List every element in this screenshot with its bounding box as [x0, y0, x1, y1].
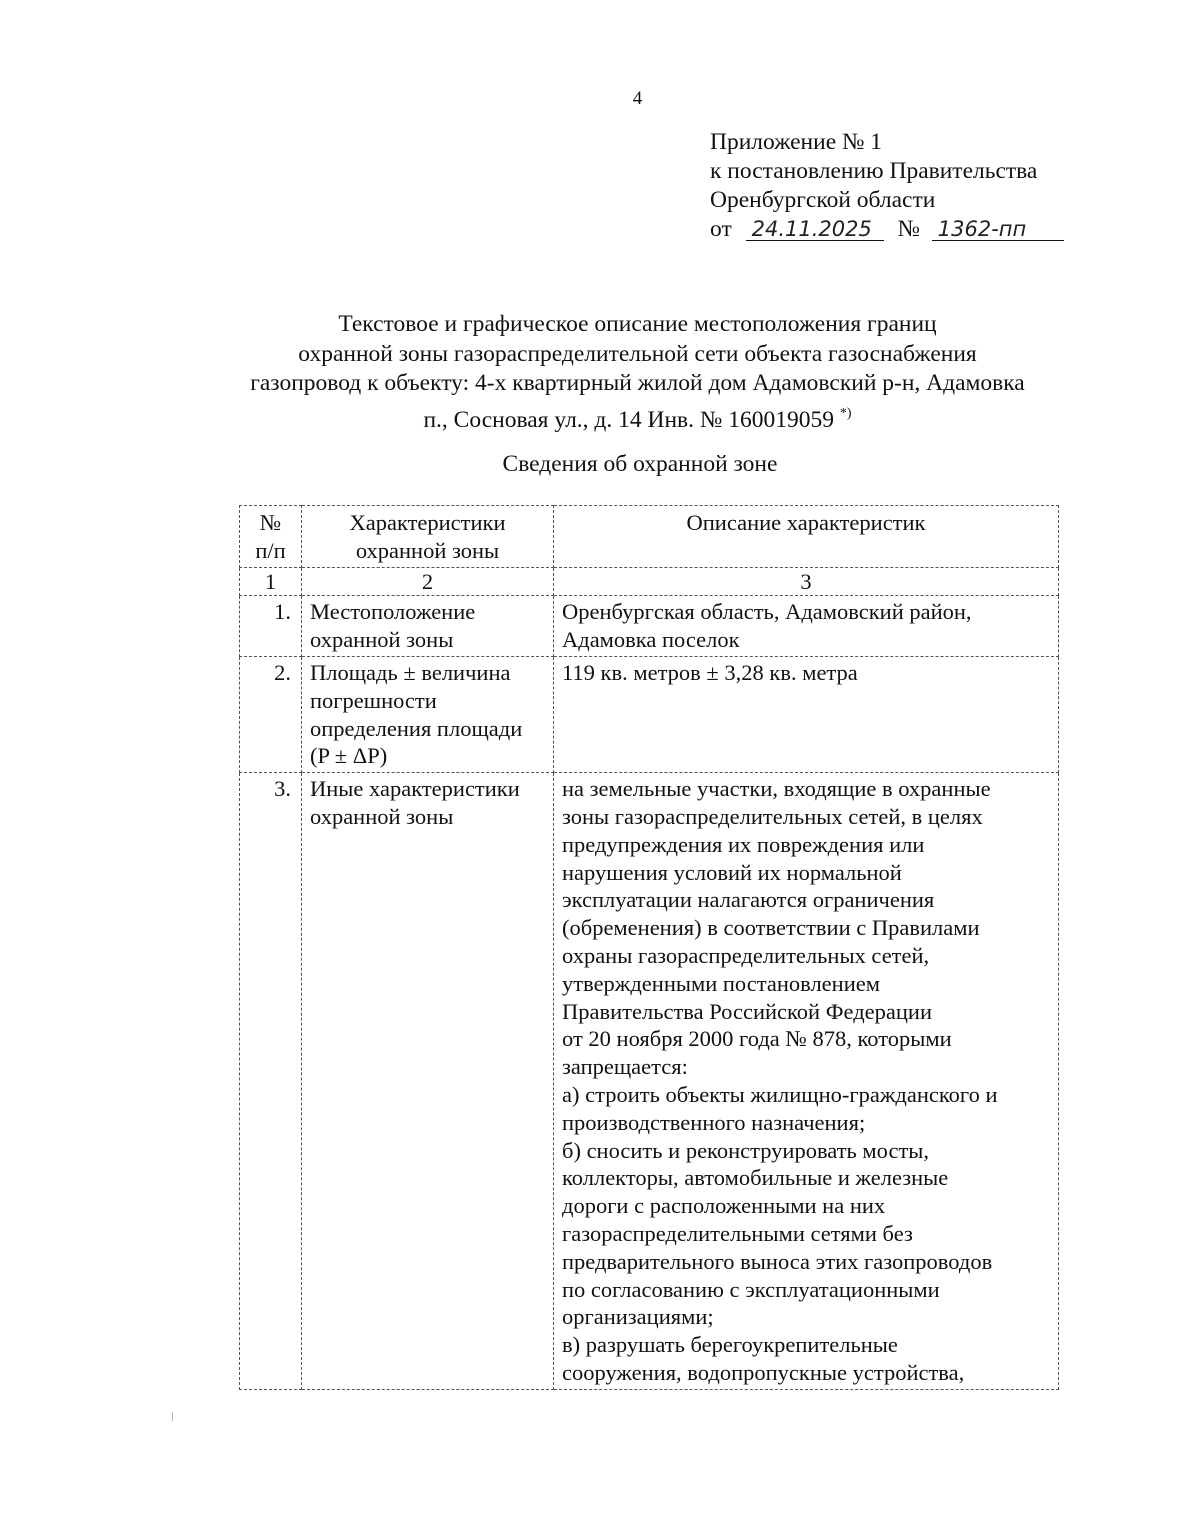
cell-text-line: сооружения, водопропускные устройства, — [562, 1359, 965, 1385]
page-number: 4 — [632, 88, 643, 109]
cell-text-line: утвержденными постановлением — [562, 970, 880, 996]
cell-text-line: 119 кв. метров ± 3,28 кв. метра — [562, 659, 858, 685]
title-line-1: Текстовое и графическое описание местоположения границ — [338, 311, 937, 337]
appendix-line-3: Оренбургской области — [710, 187, 936, 213]
cell-text-line: Площадь ± величина — [310, 659, 511, 685]
table-row — [240, 656, 1059, 772]
title-line-4-text: п., Сосновая ул., д. 14 Инв. № 160019059 — [423, 406, 834, 433]
cell-text-line: производственного назначения; — [562, 1109, 866, 1135]
row-number: 3. — [240, 773, 302, 1390]
cell-text-line: дороги с расположенными на них — [562, 1193, 886, 1219]
cell-text-line: организациями; — [562, 1304, 714, 1330]
zone-table-body — [240, 506, 1059, 1390]
cell-text-line: Иные характеристики — [310, 776, 520, 802]
cell-text-line: охранной зоны — [355, 537, 500, 563]
table-header-row — [240, 506, 1059, 568]
cell-text-line: охранной зоны — [310, 803, 454, 829]
cell-text-line: Местоположение — [310, 599, 476, 625]
appendix-title: Приложение № 1 — [710, 129, 883, 155]
footnote-mark: *) — [839, 405, 852, 421]
row-number: 2. — [240, 656, 302, 772]
column-number-3: 3 — [554, 567, 1059, 596]
cell-text-line: Оренбургская область, Адамовский район, — [562, 599, 972, 625]
cell-text-line: (обременения) в соответствии с Правилами — [562, 915, 980, 941]
document-title — [0, 310, 1200, 435]
header-cell-description — [554, 506, 1059, 568]
scan-mark — [172, 1412, 173, 1421]
cell-text-line: от 20 ноября 2000 года № 878, которыми — [562, 1026, 952, 1052]
row-description — [554, 773, 1059, 1390]
cell-text-line: зоны газораспределительных сетей, в целях — [562, 803, 983, 829]
number-sign: № — [897, 216, 920, 242]
cell-text-line: № — [259, 510, 282, 535]
row-number: 1. — [240, 596, 302, 657]
column-number-1: 1 — [240, 567, 302, 596]
table-row — [240, 773, 1059, 1390]
date-prefix: от — [710, 216, 732, 242]
cell-text-line: (P ± ΔP) — [310, 743, 388, 769]
cell-text-line: предварительного выноса этих газопроводов — [562, 1248, 993, 1274]
title-line-4 — [0, 399, 1200, 436]
cell-text-line: Адамовка поселок — [562, 627, 740, 653]
cell-text-line: на земельные участки, входящие в охранные — [562, 776, 991, 802]
cell-text-line: коллекторы, автомобильные и железные — [562, 1165, 949, 1191]
cell-text-line: Правительства Российской Федерации — [562, 998, 932, 1024]
handwritten-number: 1362-пп — [932, 218, 1064, 241]
cell-text-line: нарушения условий их нормальной — [562, 859, 902, 885]
cell-text-line: в) разрушать берегоукрепительные — [562, 1332, 898, 1358]
cell-text-line: определения площади — [310, 715, 523, 741]
cell-text-line: газораспределительными сетями без — [562, 1220, 913, 1246]
appendix-header — [710, 128, 1064, 244]
title-line-3: газопровод к объекту: 4-х квартирный жилой дом Адамовский р-н, Адамовка — [250, 370, 1025, 396]
title-line-2: охранной зоны газораспределительной сети объекта газоснабжения — [298, 340, 977, 367]
header-cell-number — [240, 506, 302, 568]
cell-text-line: охранной зоны — [310, 627, 454, 653]
handwritten-date: 24.11.2025 — [746, 218, 884, 241]
cell-text-line: погрешности — [310, 687, 437, 713]
cell-text-line: по согласованию с эксплуатационными — [562, 1276, 940, 1302]
cell-text-line: Описание характеристик — [686, 510, 926, 535]
header-cell-characteristics — [302, 506, 554, 568]
cell-text-line: Характеристики — [349, 510, 506, 535]
appendix-date-number-line — [710, 215, 1064, 244]
cell-text-line: запрещается: — [562, 1054, 688, 1080]
table-row — [240, 596, 1059, 657]
cell-text-line: охраны газораспределительных сетей, — [562, 942, 930, 968]
cell-text-line: а) строить объекты жилищно-гражданского и — [562, 1081, 998, 1107]
cell-text-line: предупреждения их повреждения или — [562, 831, 925, 857]
row-characteristic — [302, 596, 554, 657]
appendix-line-2: к постановлению Правительства — [710, 158, 1038, 184]
row-description — [554, 656, 1059, 772]
section-subtitle: Сведения об охранной зоне — [502, 451, 778, 477]
column-number-row — [240, 567, 1059, 596]
column-number-2: 2 — [302, 567, 554, 596]
cell-text-line: эксплуатации налагаются ограничения — [562, 887, 935, 913]
row-characteristic — [302, 656, 554, 772]
cell-text-line: б) сносить и реконструировать мосты, — [562, 1137, 930, 1163]
row-characteristic — [302, 773, 554, 1390]
row-description — [554, 596, 1059, 657]
cell-text-line: п/п — [255, 537, 286, 563]
zone-info-table — [239, 505, 1059, 1390]
